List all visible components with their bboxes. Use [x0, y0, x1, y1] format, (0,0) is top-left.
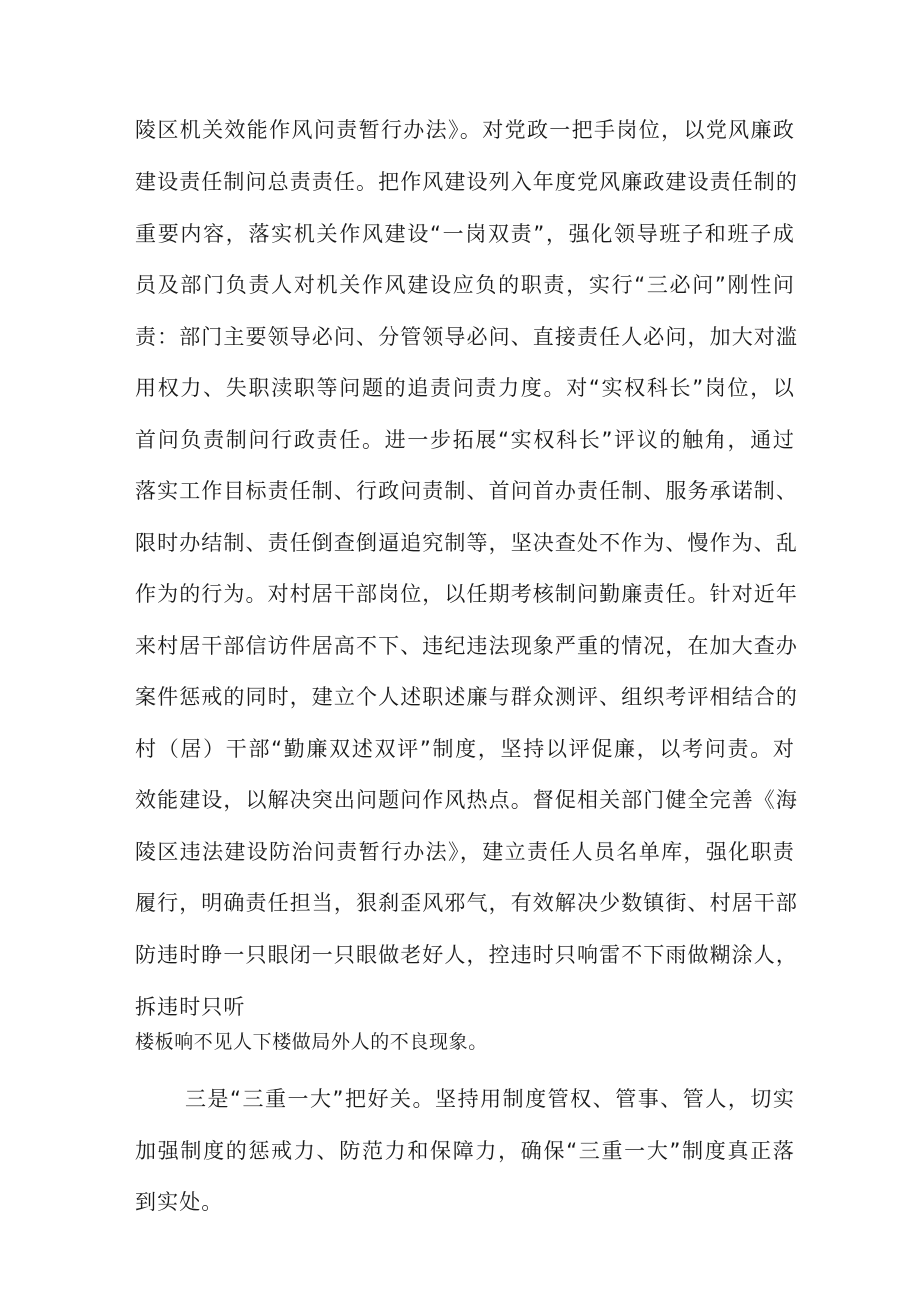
- text-line: 村（居）干部“勤廉双述双评”制度，坚持以评促廉，以考问责。对: [135, 737, 795, 761]
- text-line: 陵区机关效能作风问责暂行办法》。对党政一把手岗位，以党风廉政: [135, 118, 795, 142]
- text-line: 效能建设，以解决突出问题问作风热点。督促相关部门健全完善《海: [135, 788, 798, 812]
- text-line: 用权力、失职渎职等问题的追责问责力度。对“实权科长”岗位，以: [135, 376, 795, 400]
- text-line: 拆违时只听: [135, 995, 246, 1019]
- text-line: 首问负责制问行政责任。进一步拓展“实权科长”评议的触角，通过: [135, 428, 795, 452]
- text-line: 重要内容，落实机关作风建设“一岗双责”，强化领导班子和班子成: [135, 222, 795, 246]
- text-line: 来村居干部信访件居高不下、违纪违法现象严重的情况，在加大查办: [135, 634, 798, 658]
- text-line: 员及部门负责人对机关作风建设应负的职责，实行“三必问”刚性问: [135, 273, 795, 297]
- text-line: 加强制度的惩戒力、防范力和保障力，确保“三重一大”制度真正落: [135, 1139, 795, 1163]
- text-line: 到实处。: [135, 1190, 224, 1214]
- text-line: 建设责任制问总责责任。把作风建设列入年度党风廉政建设责任制的: [135, 170, 798, 194]
- text-line: 防违时睁一只眼闭一只眼做老好人，控违时只响雷不下雨做糊涂人，: [135, 943, 798, 967]
- text-line: 责：部门主要领导必问、分管领导必问、直接责任人必问，加大对滥: [135, 325, 798, 349]
- text-line: 陵区违法建设防治问责暂行办法》，建立责任人员名单库，强化职责: [135, 840, 795, 864]
- text-line: 楼板响不见人下楼做局外人的不良现象。: [135, 1031, 488, 1053]
- text-line: 履行，明确责任担当，狠刹歪风邪气，有效解决少数镇街、村居干部: [135, 891, 798, 915]
- text-line: 作为的行为。对村居干部岗位，以任期考核制问勤廉责任。针对近年: [135, 582, 798, 606]
- text-line: 限时办结制、责任倒查倒逼追究制等，坚决查处不作为、慢作为、乱: [135, 531, 798, 555]
- paragraph-first-line: 三是“三重一大”把好关。坚持用制度管权、管事、管人，切实: [185, 1087, 795, 1111]
- text-line: 落实工作目标责任制、行政问责制、首问首办责任制、服务承诺制、: [135, 479, 798, 503]
- text-line: 案件惩戒的同时，建立个人述职述廉与群众测评、组织考评相结合的: [135, 685, 798, 709]
